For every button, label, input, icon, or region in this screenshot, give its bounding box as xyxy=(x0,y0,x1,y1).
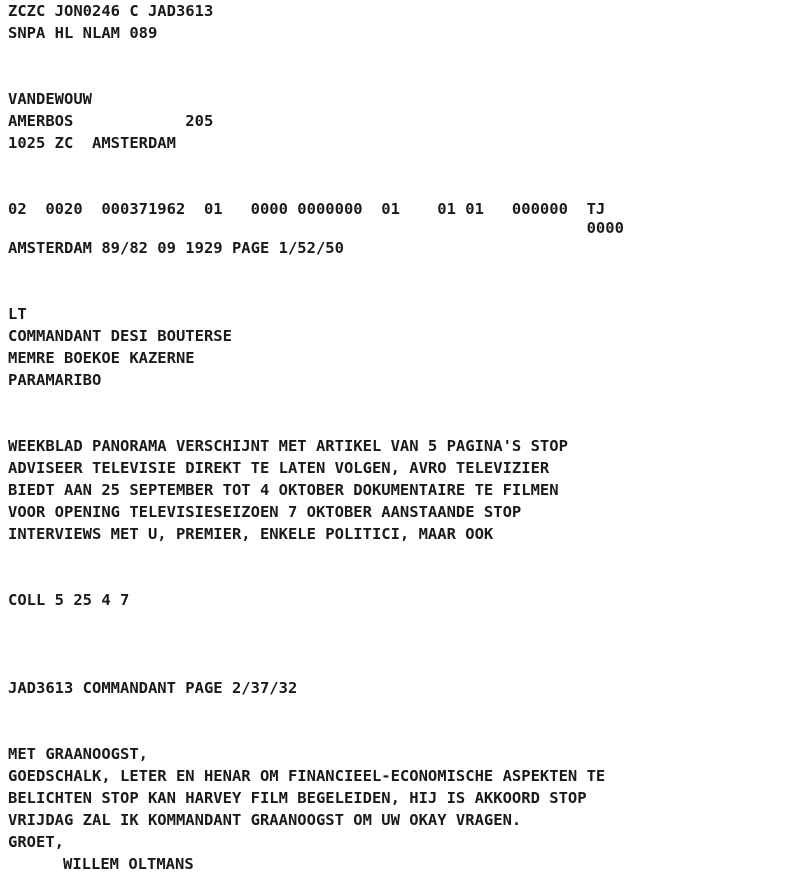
body1-line-2: ADVISEER TELEVISIE DIREKT TE LATEN VOLGEN, AVRO TELEVIZIER xyxy=(8,459,550,477)
header-line-2: SNPA HL NLAM 089 xyxy=(8,24,158,42)
recipient-city: PARAMARIBO xyxy=(8,371,102,389)
routing-codes: 02 0020 000371962 01 0000 0000000 01 01 01 000000 TJ xyxy=(8,200,606,218)
address-city: 1025 ZC AMSTERDAM xyxy=(8,134,176,152)
body2-line-2: GOEDSCHALK, LETER EN HENAR OM FINANCIEEL-ECONOMISCHE ASPEKTEN TE xyxy=(8,767,606,785)
collation-line: COLL 5 25 4 7 xyxy=(8,591,130,609)
body1-line-5: INTERVIEWS MET U, PREMIER, ENKELE POLITICI, MAAR OOK xyxy=(8,525,494,543)
telegram-document xyxy=(8,0,798,875)
recipient-location: MEMRE BOEKOE KAZERNE xyxy=(8,349,195,367)
body2-line-1: MET GRAANOOGST, xyxy=(8,745,148,763)
address-name: VANDEWOUW xyxy=(8,90,92,108)
body2-line-3: BELICHTEN STOP KAN HARVEY FILM BEGELEIDEN, HIJ IS AKKOORD STOP xyxy=(8,789,587,807)
body1-line-3: BIEDT AAN 25 SEPTEMBER TOT 4 OKTOBER DOKUMENTAIRE TE FILMEN xyxy=(8,481,559,499)
body1-line-1: WEEKBLAD PANORAMA VERSCHIJNT MET ARTIKEL VAN 5 PAGINA'S STOP xyxy=(8,437,568,455)
header-line-1: ZCZC JON0246 C JAD3613 xyxy=(8,2,214,20)
origin-line: AMSTERDAM 89/82 09 1929 PAGE 1/52/50 xyxy=(8,239,344,257)
page2-header: JAD3613 COMMANDANT PAGE 2/37/32 xyxy=(8,679,298,697)
body2-line-5: GROET, xyxy=(8,833,64,851)
routing-codes-cont: 0000 xyxy=(8,220,624,237)
recipient-name: COMMANDANT DESI BOUTERSE xyxy=(8,327,232,345)
recipient-type: LT xyxy=(8,305,27,323)
body1-line-4: VOOR OPENING TELEVISIESEIZOEN 7 OKTOBER AANSTAANDE STOP xyxy=(8,503,522,521)
signature: WILLEM OLTMANS xyxy=(63,855,194,873)
body2-line-4: VRIJDAG ZAL IK KOMMANDANT GRAANOOGST OM UW OKAY VRAGEN. xyxy=(8,811,522,829)
address-street: AMERBOS 205 xyxy=(8,112,214,130)
